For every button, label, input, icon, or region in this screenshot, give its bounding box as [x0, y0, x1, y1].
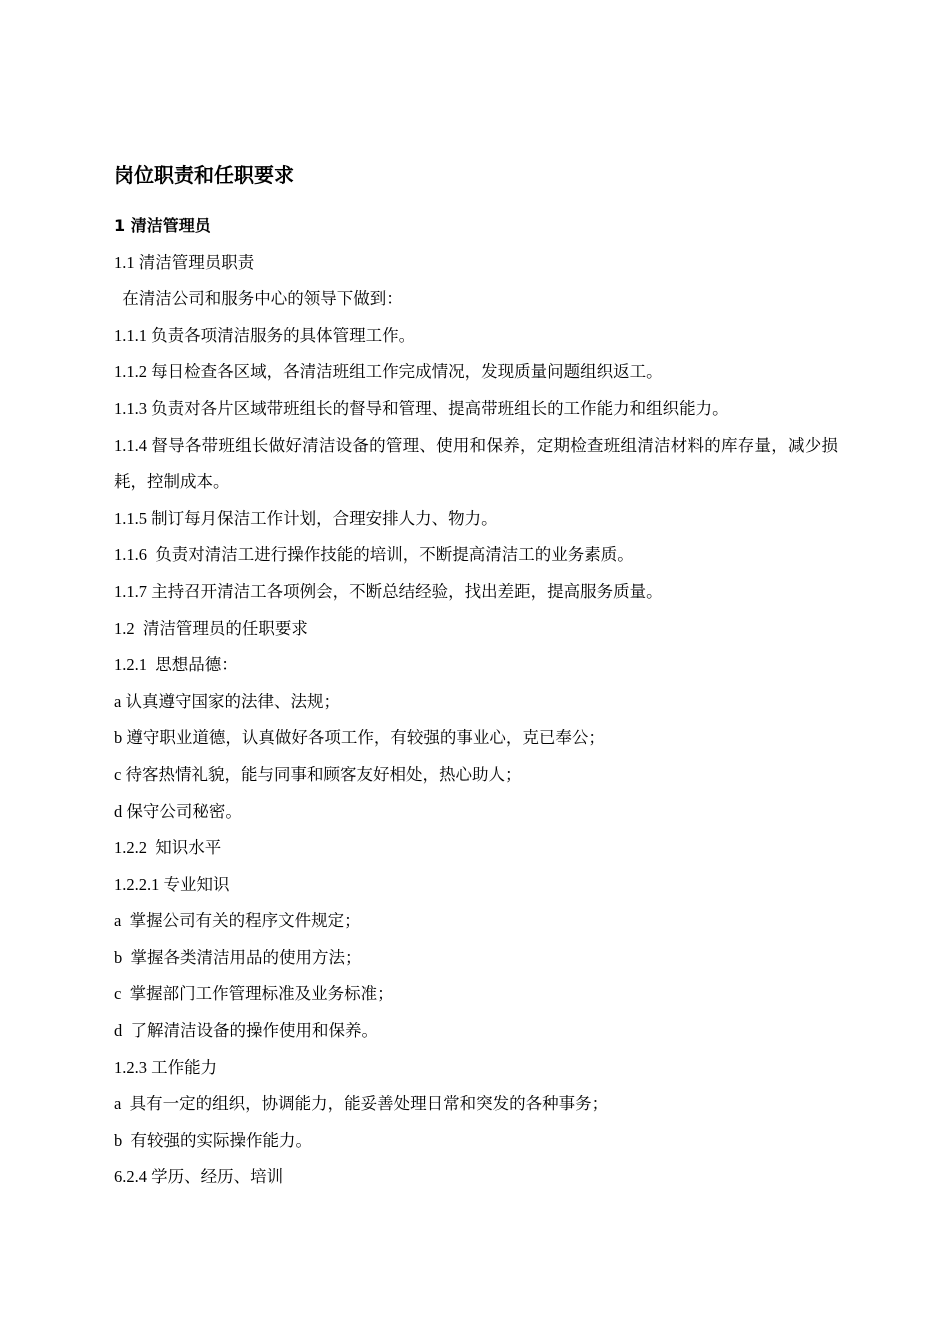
list-item: 1.1.3 负责对各片区域带班组长的督导和管理、提高带班组长的工作能力和组织能力。 [114, 398, 729, 418]
list-item: 1.1.1 负责各项清洁服务的具体管理工作。 [114, 325, 416, 345]
document-title: 岗位职责和任职要求 [114, 163, 294, 187]
subsection-heading: 6.2.4 学历、经历、培训 [114, 1167, 284, 1187]
paragraph-line: 在清洁公司和服务中心的领导下做到： [114, 289, 403, 309]
list-item: 1.1.5 制订每月保洁工作计划，合理安排人力、物力。 [114, 508, 498, 528]
subsection-heading: 1.2 清洁管理员的任职要求 [114, 618, 308, 638]
list-item: b 遵守职业道德，认真做好各项工作，有较强的事业心，克已奉公； [114, 728, 605, 748]
list-item: c 掌握部门工作管理标准及业务标准； [114, 984, 394, 1004]
subsection-heading: 1.1 清洁管理员职责 [114, 252, 255, 272]
list-item: c 待客热情礼貌，能与同事和顾客友好相处，热心助人； [114, 764, 522, 784]
list-item: d 了解清洁设备的操作使用和保养。 [114, 1021, 378, 1041]
list-item: 1.1.2 每日检查各区域，各清洁班组工作完成情况，发现质量问题组织返工。 [114, 362, 663, 382]
section-heading: 1 清洁管理员 [114, 216, 211, 235]
list-item: a 掌握公司有关的程序文件规定； [114, 911, 361, 931]
subsection-heading: 1.2.2 知识水平 [114, 838, 222, 858]
list-item: 1.1.4 督导各带班组长做好清洁设备的管理、使用和保养，定期检查班组清洁材料的库存量，减少损耗，控制成本。 [114, 435, 838, 492]
list-item: b 有较强的实际操作能力。 [114, 1130, 312, 1150]
document-body [114, 208, 838, 1196]
subsection-heading: 1.2.3 工作能力 [114, 1057, 218, 1077]
list-item: a 认真遵守国家的法律、法规； [114, 691, 340, 711]
list-item: b 掌握各类清洁用品的使用方法； [114, 947, 362, 967]
list-item: a 具有一定的组织，协调能力，能妥善处理日常和突发的各种事务； [114, 1094, 609, 1114]
subsection-heading: 1.2.2.1 专业知识 [114, 874, 230, 894]
list-item: d 保守公司秘密。 [114, 801, 242, 821]
subsection-heading: 1.2.1 思想品德： [114, 655, 238, 675]
list-item: 1.1.7 主持召开清洁工各项例会，不断总结经验，找出差距，提高服务质量。 [114, 581, 663, 601]
list-item: 1.1.6 负责对清洁工进行操作技能的培训，不断提高清洁工的业务素质。 [114, 545, 634, 565]
